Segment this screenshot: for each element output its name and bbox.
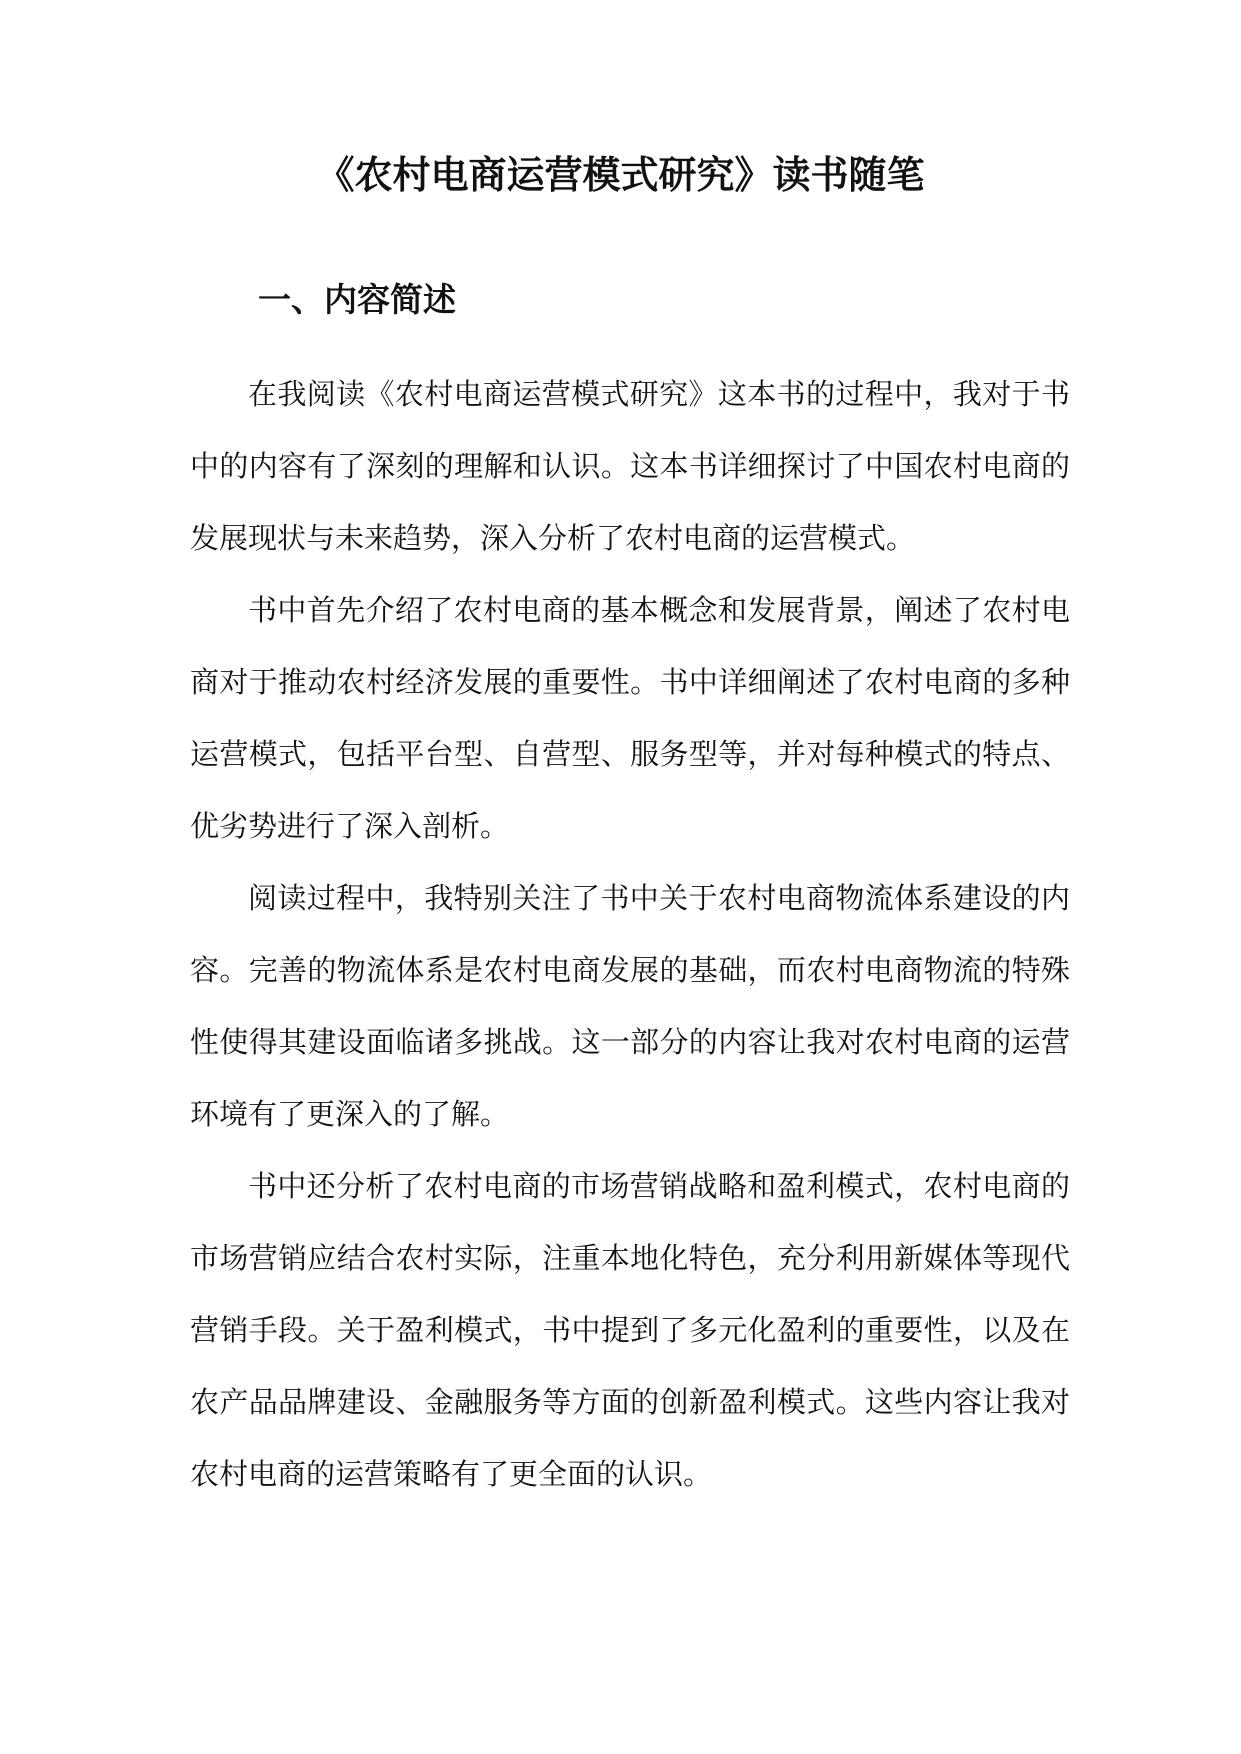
document-title: 《农村电商运营模式研究》读书随笔 <box>316 152 925 197</box>
paragraph-3: 阅读过程中，我特别关注了书中关于农村电商物流体系建设的内容。完善的物流体系是农村电商发展的基础，而农村电商物流的特殊性使得其建设面临诸多挑战。这一部分的内容让我对农村电商的运营环境有了更深入的了解。 <box>190 881 1070 1131</box>
paragraph-1: 在我阅读《农村电商运营模式研究》这本书的过程中，我对于书中的内容有了深刻的理解和认识。这本书详细探讨了中国农村电商的发展现状与未来趋势，深入分析了农村电商的运营模式。 <box>190 377 1070 555</box>
document-body <box>190 358 1070 1510</box>
section-heading: 一、内容简述 <box>258 280 456 319</box>
paragraph-2: 书中首先介绍了农村电商的基本概念和发展背景，阐述了农村电商对于推动农村经济发展的重要性。书中详细阐述了农村电商的多种运营模式，包括平台型、自营型、服务型等，并对每种模式的特点、优劣势进行了深入剖析。 <box>190 593 1070 843</box>
paragraph-4: 书中还分析了农村电商的市场营销战略和盈利模式，农村电商的市场营销应结合农村实际，注重本地化特色，充分利用新媒体等现代营销手段。关于盈利模式，书中提到了多元化盈利的重要性，以及在农产品品牌建设、金融服务等方面的创新盈利模式。这些内容让我对农村电商的运营策略有了更全面的认识。 <box>190 1169 1070 1491</box>
